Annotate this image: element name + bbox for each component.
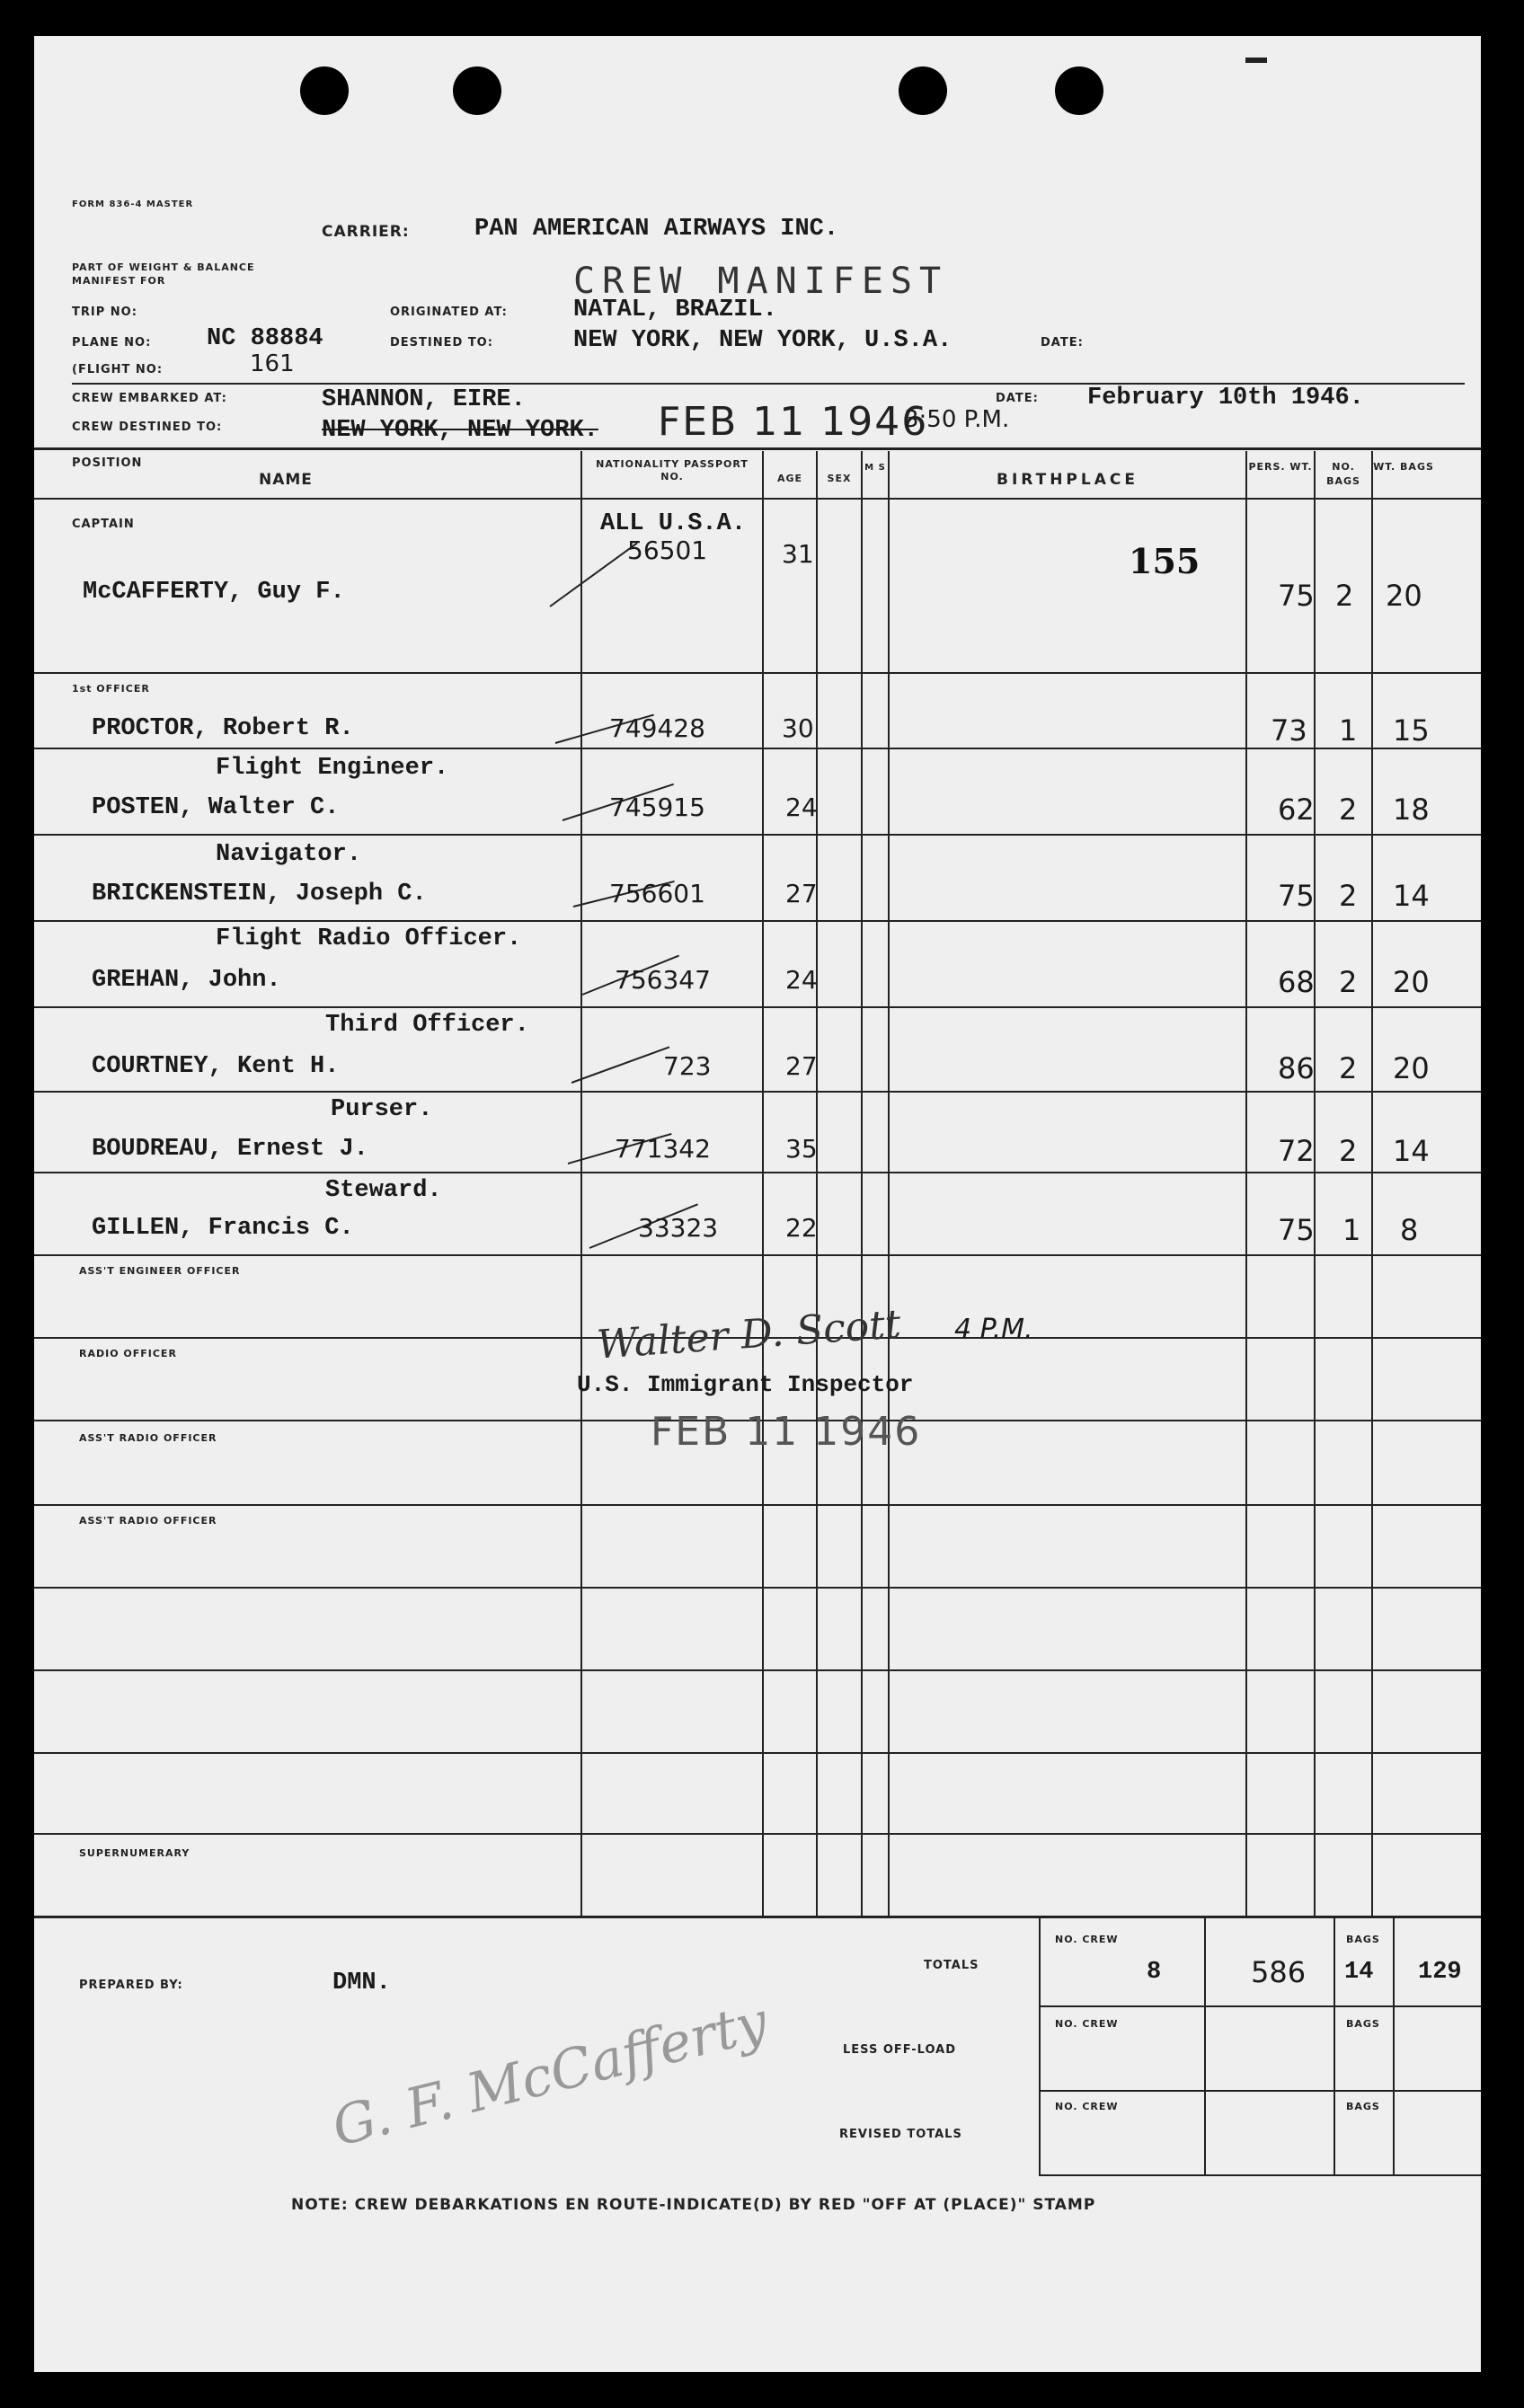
inspector-signature: Walter D. Scott xyxy=(595,1301,903,1368)
captain-label: CAPTAIN xyxy=(72,518,135,531)
rule xyxy=(34,1504,1481,1506)
rule xyxy=(34,1587,1481,1589)
crew-name: COURTNEY, Kent H. xyxy=(92,1053,340,1080)
crew-destined-value: NEW YORK, NEW YORK. xyxy=(322,417,598,444)
crew-name: POSTEN, Walter C. xyxy=(92,794,340,821)
passport-no: 745915 xyxy=(609,792,705,822)
bags-weight: 15 xyxy=(1393,713,1430,748)
bags-count: 2 xyxy=(1339,1051,1358,1085)
nationality-all: ALL U.S.A. xyxy=(600,510,747,537)
header-no-bags: NO. BAGS xyxy=(1326,461,1360,487)
passport-no: 771342 xyxy=(615,1134,711,1164)
bags-count: 2 xyxy=(1339,965,1358,999)
crew-name: BOUDREAU, Ernest J. xyxy=(92,1136,368,1163)
age: 27 xyxy=(785,1051,818,1081)
inspector-title: U.S. Immigrant Inspector xyxy=(577,1371,914,1398)
trip-no-label: TRIP NO: xyxy=(72,305,137,319)
plane-no-value: NC 88884 xyxy=(207,325,323,352)
no-crew-label: NO. CREW xyxy=(1055,2018,1119,2030)
punch-hole xyxy=(1055,66,1103,115)
bags-count: 2 xyxy=(1335,579,1354,613)
rule xyxy=(34,1669,1481,1671)
crew-embarked-label: CREW EMBARKED AT: xyxy=(72,392,227,405)
bags-label: BAGS xyxy=(1346,2101,1380,2112)
box-line xyxy=(1039,2005,1481,2007)
asst-radio-label: ASS'T RADIO OFFICER xyxy=(79,1432,217,1444)
pers-wt: 75 xyxy=(1278,579,1315,613)
crew-embarked-value: SHANNON, EIRE. xyxy=(322,386,526,413)
age: 24 xyxy=(785,965,818,995)
crew-destined-label: CREW DESTINED TO: xyxy=(72,421,223,434)
originated-label: ORIGINATED AT: xyxy=(390,305,508,319)
rule xyxy=(34,1172,1481,1173)
crew-name: GREHAN, John. xyxy=(92,967,281,994)
carrier-name: PAN AMERICAN AIRWAYS INC. xyxy=(474,216,839,243)
box-line xyxy=(1393,1917,1395,2176)
rule xyxy=(34,748,1481,749)
punch-hole xyxy=(300,66,349,115)
flight-no-label: (FLIGHT NO: xyxy=(72,363,164,376)
total-pers-wt: 586 xyxy=(1251,1955,1307,1989)
asst-radio-label: ASS'T RADIO OFFICER xyxy=(79,1515,217,1527)
col-divider xyxy=(1245,451,1247,1916)
arrival-time: 3:50 P.M. xyxy=(904,406,1010,433)
pers-wt: 75 xyxy=(1278,1213,1315,1247)
bags-weight: 18 xyxy=(1393,792,1430,827)
header-pers-wt: PERS. WT. xyxy=(1248,461,1313,473)
position-title: Purser. xyxy=(331,1096,433,1123)
passport-no: 33323 xyxy=(638,1213,719,1243)
col-divider xyxy=(816,451,818,1916)
header-name: NAME xyxy=(259,471,313,489)
check-mark xyxy=(549,543,637,607)
position-title: Third Officer. xyxy=(325,1012,529,1039)
annotation-155: 155 xyxy=(1129,541,1201,581)
bags-count: 2 xyxy=(1339,1134,1358,1168)
total-crew: 8 xyxy=(1147,1959,1162,1986)
no-crew-label: NO. CREW xyxy=(1055,2101,1119,2112)
header-wt-bags: WT. BAGS xyxy=(1373,461,1434,473)
bags-label: BAGS xyxy=(1346,1934,1380,1945)
bags-label: BAGS xyxy=(1346,2018,1380,2030)
check-mark xyxy=(572,1046,670,1084)
first-officer-label: 1st OFFICER xyxy=(72,683,150,695)
passport-no: 756601 xyxy=(609,879,705,908)
rule xyxy=(34,1254,1481,1256)
bags-count: 2 xyxy=(1339,792,1358,827)
col-divider xyxy=(1371,451,1373,1916)
arrival-date-stamp: FEB 11 1946 xyxy=(658,399,929,445)
date-label: DATE: xyxy=(996,392,1039,405)
footer-note: NOTE: CREW DEBARKATIONS EN ROUTE-INDICATE(D) BY RED "OFF AT (PLACE)" STAMP xyxy=(291,2196,1096,2214)
pers-wt: 75 xyxy=(1278,879,1315,913)
pers-wt: 68 xyxy=(1278,965,1315,999)
rule xyxy=(34,498,1481,500)
pers-wt: 62 xyxy=(1278,792,1315,827)
crew-name: GILLEN, Francis C. xyxy=(92,1215,354,1242)
rule xyxy=(34,447,1481,450)
revised-totals-label: REVISED TOTALS xyxy=(839,2128,962,2141)
total-wt-bags: 129 xyxy=(1418,1959,1462,1986)
destined-value: NEW YORK, NEW YORK, U.S.A. xyxy=(573,327,952,354)
punch-hole xyxy=(899,66,947,115)
rule xyxy=(34,1091,1481,1093)
form-number: FORM 836-4 MASTER xyxy=(72,199,194,209)
supernumerary-label: SUPERNUMERARY xyxy=(79,1847,190,1859)
bags-count: 1 xyxy=(1339,713,1358,748)
date-small-label: DATE: xyxy=(1041,336,1084,350)
plane-no-label: PLANE NO: xyxy=(72,336,152,350)
part-of-label: PART OF WEIGHT & BALANCE MANIFEST FOR xyxy=(72,261,255,287)
age: 30 xyxy=(782,713,814,743)
rule xyxy=(34,1833,1481,1835)
captain-signature: G. F. McCafferty xyxy=(325,1990,774,2159)
bags-weight: 14 xyxy=(1393,1134,1430,1168)
age: 35 xyxy=(785,1134,818,1164)
carrier-label: CARRIER: xyxy=(322,223,410,241)
age: 22 xyxy=(785,1213,818,1243)
pers-wt: 73 xyxy=(1271,713,1307,748)
passport-no: 56501 xyxy=(627,536,708,565)
no-crew-label: NO. CREW xyxy=(1055,1934,1119,1945)
box-line xyxy=(1039,2174,1481,2176)
rule xyxy=(34,920,1481,922)
document-title: CREW MANIFEST xyxy=(573,261,949,302)
prepared-by-value: DMN. xyxy=(332,1970,391,1996)
header-age: AGE xyxy=(776,473,803,484)
col-divider xyxy=(762,451,764,1916)
rule xyxy=(34,1916,1481,1918)
position-title: Flight Radio Officer. xyxy=(216,925,522,952)
col-divider xyxy=(861,451,863,1916)
less-offload-label: LESS OFF-LOAD xyxy=(843,2043,957,2057)
prepared-by-label: PREPARED BY: xyxy=(79,1979,183,1992)
bags-weight: 20 xyxy=(1393,1051,1430,1085)
age: 31 xyxy=(782,539,814,569)
date-value: February 10th 1946. xyxy=(1087,385,1364,412)
box-line xyxy=(1204,1917,1206,2176)
passport-no: 723 xyxy=(663,1051,712,1081)
crew-name: PROCTOR, Robert R. xyxy=(92,715,354,742)
totals-label: TOTALS xyxy=(924,1959,979,1972)
bags-weight: 20 xyxy=(1393,965,1430,999)
header-birthplace: BIRTHPLACE xyxy=(997,471,1139,489)
passport-no: 756347 xyxy=(615,965,711,995)
destined-label: DESTINED TO: xyxy=(390,336,493,350)
bags-weight: 20 xyxy=(1386,579,1422,613)
pers-wt: 72 xyxy=(1278,1134,1315,1168)
rule xyxy=(34,834,1481,836)
flight-no-value: 161 xyxy=(250,350,295,377)
col-divider xyxy=(580,451,582,1916)
crew-name: McCAFFERTY, Guy F. xyxy=(83,579,345,606)
bags-count: 1 xyxy=(1342,1213,1361,1247)
rule xyxy=(34,1752,1481,1754)
inspector-date-stamp: FEB 11 1946 xyxy=(651,1409,922,1455)
total-bags: 14 xyxy=(1344,1959,1374,1986)
header-sex: SEX xyxy=(827,473,852,484)
bags-count: 2 xyxy=(1339,879,1358,913)
age: 24 xyxy=(785,792,818,822)
box-line xyxy=(1334,1917,1335,2176)
manifest-sheet xyxy=(34,36,1481,2372)
pers-wt: 86 xyxy=(1278,1051,1315,1085)
rule xyxy=(34,672,1481,674)
header-nationality: NATIONALITY PASSPORT NO. xyxy=(596,458,749,482)
position-title: Navigator. xyxy=(216,841,362,868)
header-ms: M S xyxy=(864,463,886,473)
position-title: Steward. xyxy=(325,1177,442,1204)
age: 27 xyxy=(785,879,818,908)
bags-weight: 8 xyxy=(1400,1213,1419,1247)
punch-hole xyxy=(453,66,501,115)
col-divider xyxy=(1314,451,1316,1916)
box-line xyxy=(1039,1917,1041,2176)
passport-no: 749428 xyxy=(609,713,705,743)
header-position: POSITION xyxy=(72,456,143,470)
crew-name: BRICKENSTEIN, Joseph C. xyxy=(92,881,427,907)
col-divider xyxy=(888,451,890,1916)
asst-engineer-label: ASS'T ENGINEER OFFICER xyxy=(79,1265,241,1277)
rule xyxy=(34,1006,1481,1008)
inspector-time: 4 P.M. xyxy=(954,1314,1033,1345)
box-line xyxy=(1039,2090,1481,2092)
bags-weight: 14 xyxy=(1393,879,1430,913)
position-title: Flight Engineer. xyxy=(216,755,449,782)
originated-value: NATAL, BRAZIL. xyxy=(573,297,777,323)
stray-mark xyxy=(1245,58,1267,63)
radio-officer-label: RADIO OFFICER xyxy=(79,1348,177,1359)
